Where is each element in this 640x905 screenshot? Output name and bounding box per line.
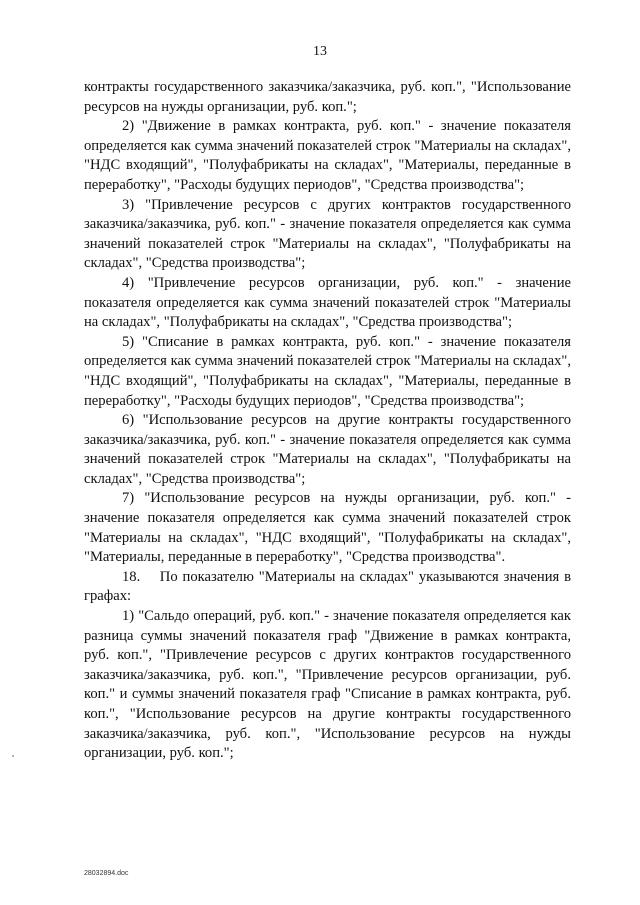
paragraph: 3) "Привлечение ресурсов с других контрактов государственного заказчика/заказчика, руб. коп." - значение показателя определяется как сумма значений показателей строк "Материалы на складах", "Полуфабрикаты на складах", "Средства производства"; bbox=[84, 196, 571, 272]
page-number: 13 bbox=[313, 44, 327, 59]
paragraph-item-18: 18. По показателю "Материалы на складах" указываются значения в графах: bbox=[84, 568, 571, 605]
paragraph: 4) "Привлечение ресурсов организации, руб. коп." - значение показателя определяется как сумма значений показателей строк "Материалы на складах", "Полуфабрикаты на складах", "Средства производства"; bbox=[84, 274, 571, 331]
paragraph: 5) "Списание в рамках контракта, руб. коп." - значение показателя определяется как сумма значений показателей строк "Материалы на складах", "НДС входящий", "Полуфабрикаты на складах", "Материалы, переданные в переработку", "Расходы будущих периодов", "Средства производства"; bbox=[84, 333, 571, 409]
footer-filename: 28032894.doc bbox=[84, 870, 129, 877]
paragraph: 6) "Использование ресурсов на другие контракты государственного заказчика/заказчика, руб. коп." - значение показателя определяется как сумма значений показателей строк "Материалы на складах", "Полуфабрикаты на складах", "Средства производства"; bbox=[84, 412, 571, 487]
paragraph: 7) "Использование ресурсов на нужды организации, руб. коп." - значение показателя определяется как сумма значений показателей строк "Материалы на складах", "НДС входящий", "Полуфабрикаты на складах", "Материалы, переданные в переработку", "Средства производства". bbox=[84, 490, 571, 566]
document-body bbox=[84, 78, 571, 764]
margin-mark bbox=[12, 755, 14, 757]
paragraph: 2) "Движение в рамках контракта, руб. коп." - значение показателя определяется как сумма значений показателей строк "Материалы на складах", "НДС входящий", "Полуфабрикаты на складах", "Материалы, переданные в переработку", "Расходы будущих периодов", "Средства производства"; bbox=[84, 118, 571, 193]
paragraph: контракты государственного заказчика/заказчика, руб. коп.", "Использование ресурсов на нужды организации, руб. коп."; bbox=[84, 79, 571, 115]
paragraph: 1) "Сальдо операций, руб. коп." - значение показателя определяется как разница суммы значений показателя граф "Движение в рамках контракта, руб. коп.", "Привлечение ресурсов с других контрактов государственного заказчика/заказчика, руб. коп.", "Привлечение ресурсов организации, руб. коп." и суммы значений показателя граф "Списание в рамках контракта, руб. коп.", "Использование ресурсов на другие контракты государственного заказчика/заказчика, руб. коп.", "Использование ресурсов на нужды организации, руб. коп."; bbox=[84, 608, 571, 762]
